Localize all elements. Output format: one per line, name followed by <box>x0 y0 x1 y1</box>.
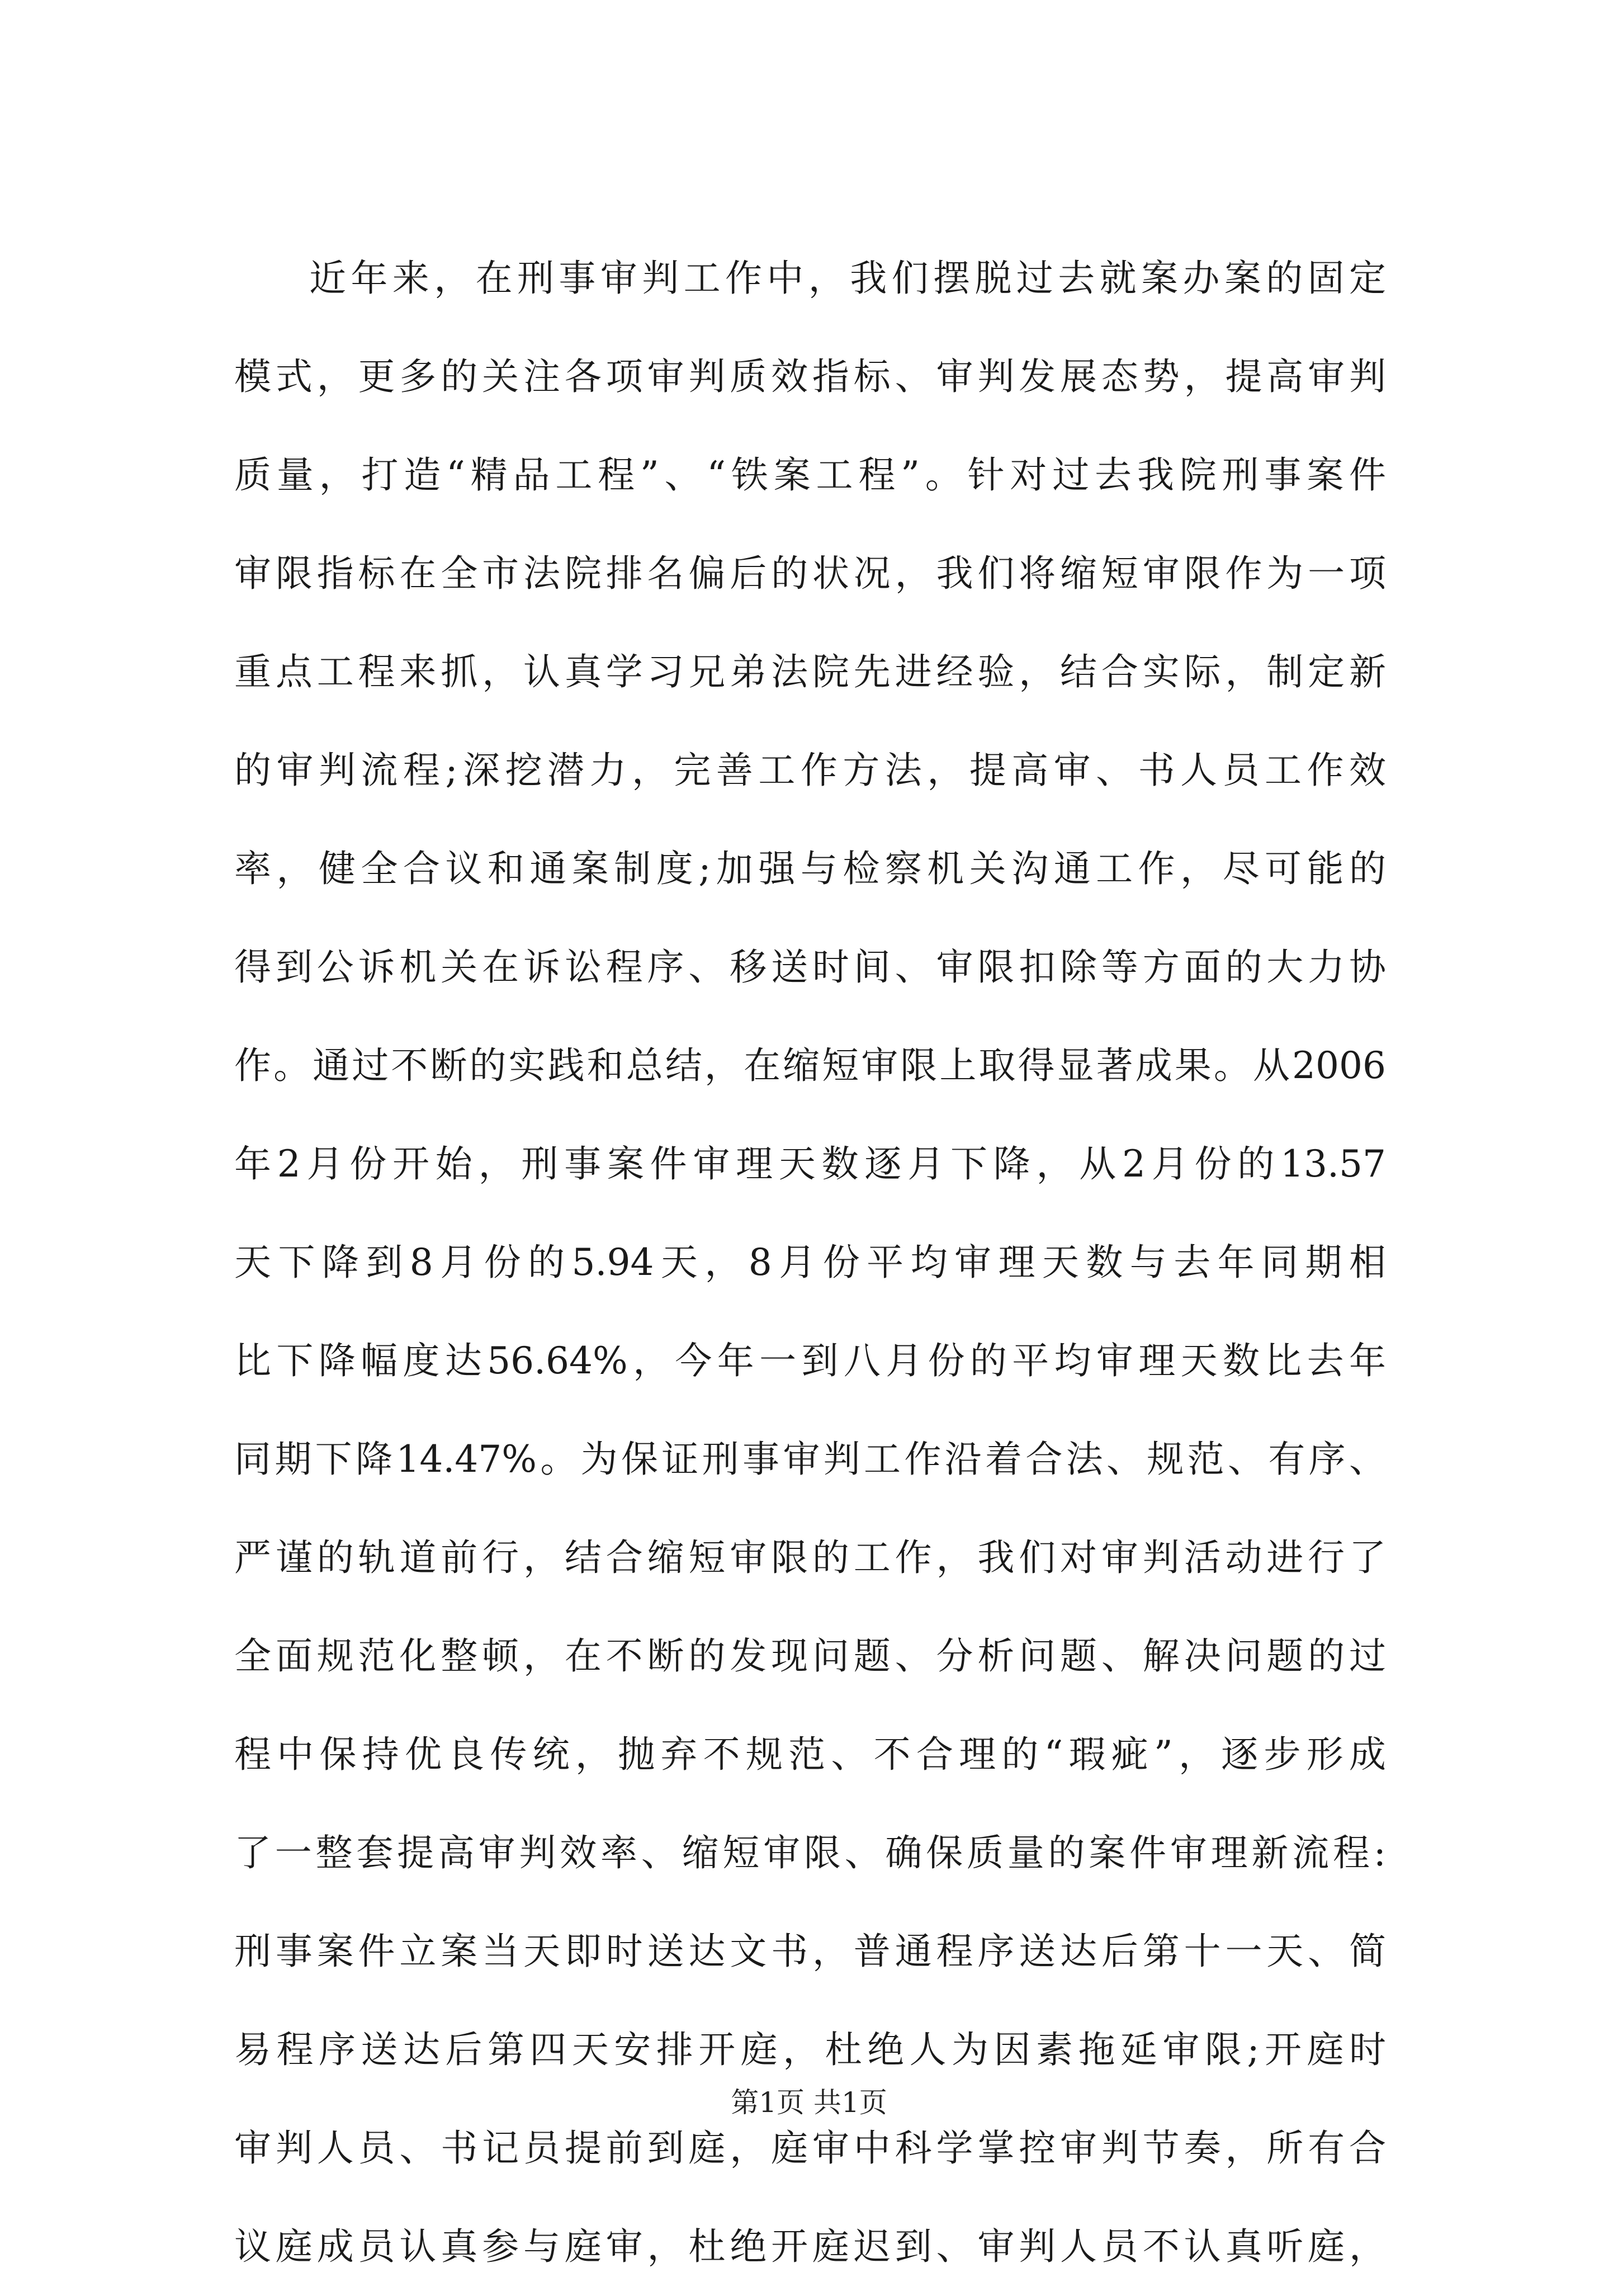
text-line: 审限指标在全市法院排名偏后的状况，我们将缩短审限作为一项 <box>234 552 1386 595</box>
text-line: 年2月份开始，刑事案件审理天数逐月下降，从2月份的13.57 <box>234 1142 1386 1185</box>
body-paragraph <box>234 229 1386 2296</box>
text-line: 比下降幅度达56.64%，今年一到八月份的平均审理天数比去年 <box>234 1339 1386 1382</box>
text-line: 了一整套提高审判效率、缩短审限、确保质量的案件审理新流程: <box>234 1831 1386 1874</box>
text-line: 同期下降14.47%。为保证刑事审判工作沿着合法、规范、有序、 <box>234 1438 1386 1481</box>
text-line: 审判人员、书记员提前到庭，庭审中科学掌控审判节奏，所有合 <box>234 2127 1386 2170</box>
text-line: 议庭成员认真参与庭审，杜绝开庭迟到、审判人员不认真听庭， <box>234 2225 1386 2268</box>
text-line: 质量，打造“精品工程”、“铁案工程”。针对过去我院刑事案件 <box>234 453 1386 497</box>
text-line: 作。通过不断的实践和总结，在缩短审限上取得显著成果。从2006 <box>234 1044 1386 1087</box>
text-line: 得到公诉机关在诉讼程序、移送时间、审限扣除等方面的大力协 <box>234 946 1386 989</box>
text-line: 刑事案件立案当天即时送达文书，普通程序送达后第十一天、简 <box>234 1930 1386 1973</box>
text-line: 天下降到8月份的5.94天，8月份平均审理天数与去年同期相 <box>234 1241 1386 1284</box>
text-line: 率，健全合议和通案制度;加强与检察机关沟通工作，尽可能的 <box>234 847 1386 890</box>
text-line: 重点工程来抓，认真学习兄弟法院先进经验，结合实际，制定新 <box>234 650 1386 693</box>
page-footer: 第1页 共1页 <box>731 2086 887 2119</box>
text-line: 模式，更多的关注各项审判质效指标、审判发展态势，提高审判 <box>234 355 1386 398</box>
text-line: 严谨的轨道前行，结合缩短审限的工作，我们对审判活动进行了 <box>234 1536 1386 1579</box>
text-line: 近年来，在刑事审判工作中，我们摆脱过去就案办案的固定 <box>309 257 1386 300</box>
text-line: 易程序送达后第四天安排开庭，杜绝人为因素拖延审限;开庭时 <box>234 2028 1386 2071</box>
text-line: 全面规范化整顿，在不断的发现问题、分析问题、解决问题的过 <box>234 1634 1386 1678</box>
text-line: 程中保持优良传统，抛弃不规范、不合理的“瑕疵”，逐步形成 <box>234 1733 1386 1776</box>
text-line: 的审判流程;深挖潜力，完善工作方法，提高审、书人员工作效 <box>234 749 1386 792</box>
